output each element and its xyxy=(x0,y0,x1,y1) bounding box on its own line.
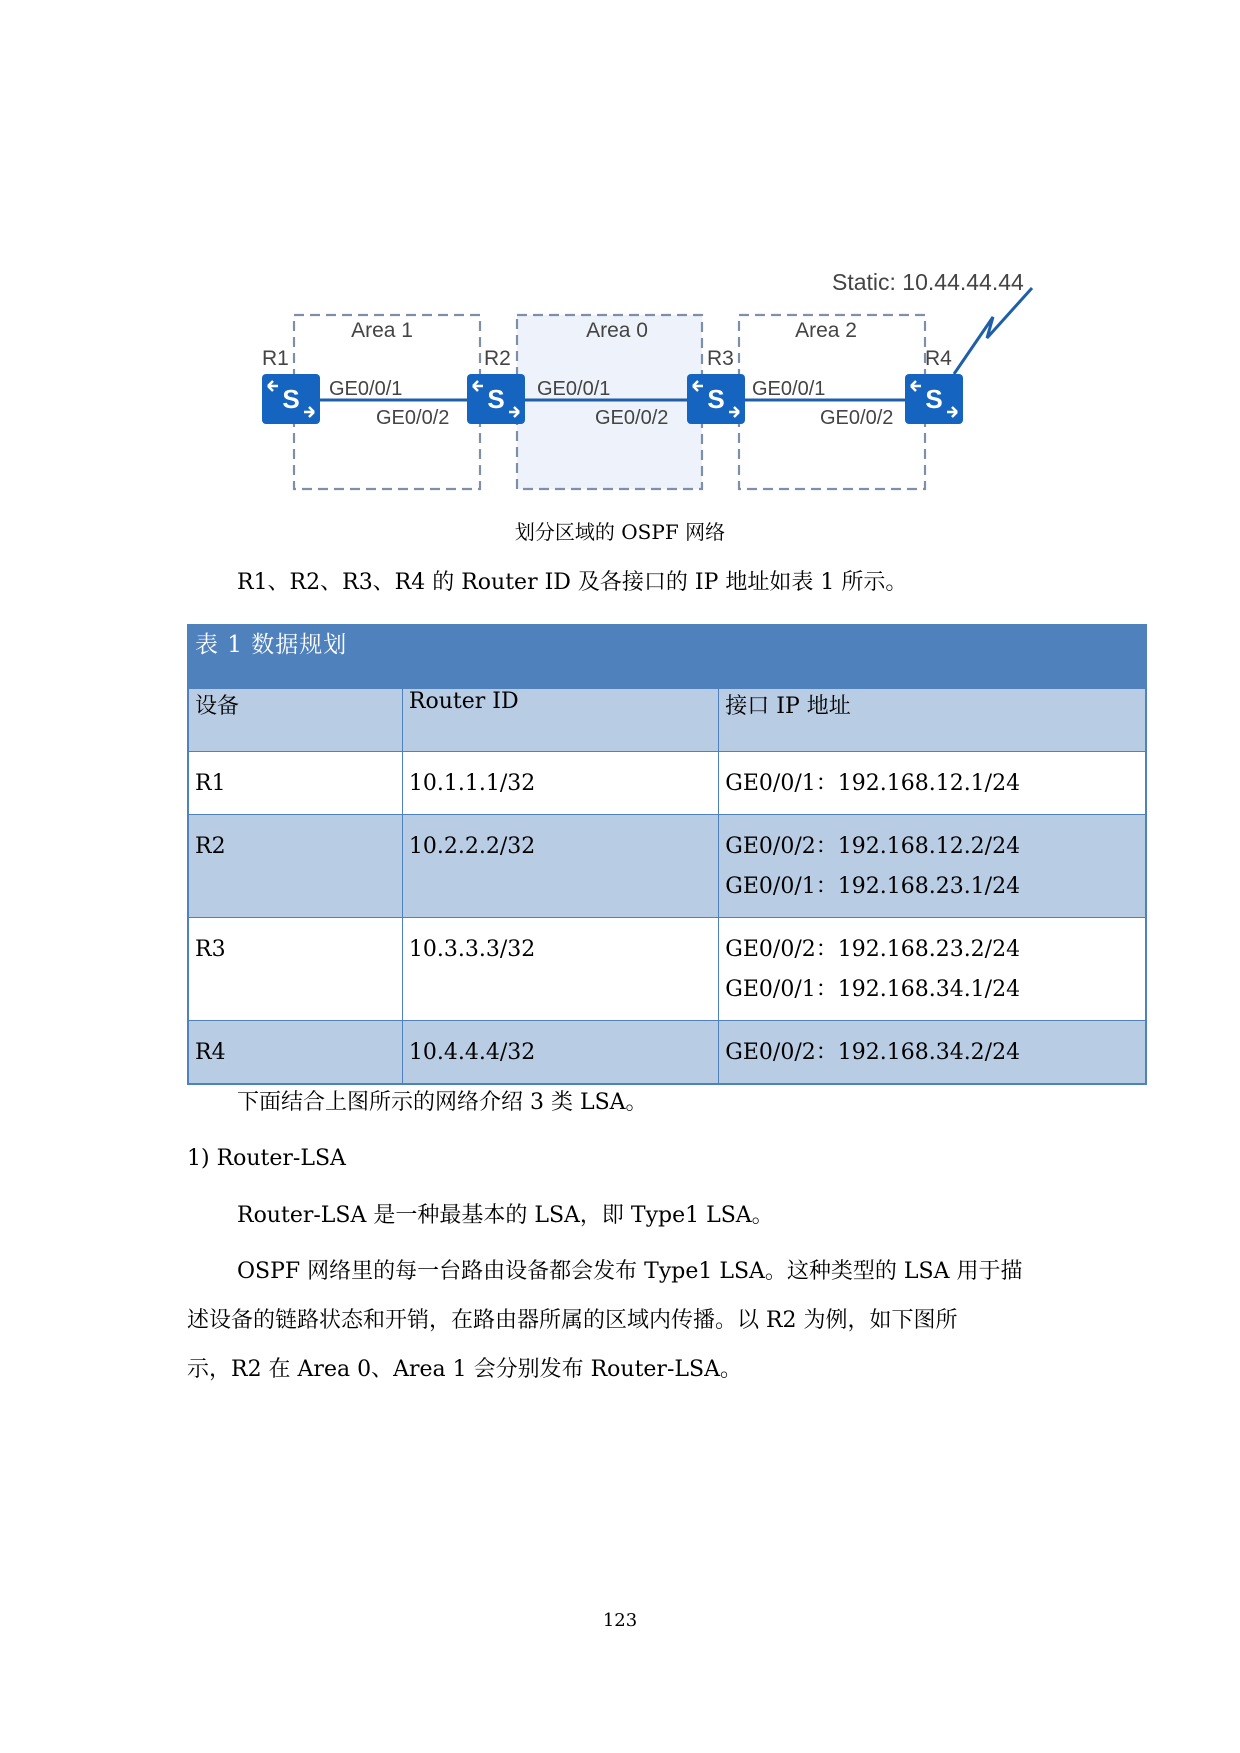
figure-caption: 划分区域的 OSPF 网络 xyxy=(514,520,726,544)
cell-router-id xyxy=(402,1021,718,1085)
link1-right-iface: GE0/0/2 xyxy=(376,407,450,429)
device-text: R2 xyxy=(195,834,226,859)
area-1-label: Area 1 xyxy=(351,319,413,342)
link3-left-iface: GE0/0/1 xyxy=(752,378,826,400)
router-lsa-paragraph: Router-LSA 是一种最基本的 LSA，即 Type1 LSA。 xyxy=(237,1203,774,1228)
table-row xyxy=(188,1021,1146,1085)
cell-device xyxy=(188,1021,402,1085)
body-line-2: 述设备的链路状态和开销，在路由器所属的区域内传播。以 R2 为例，如下图所 xyxy=(187,1308,958,1333)
router-id-text: 10.3.3.3/32 xyxy=(408,937,536,962)
cell-iface xyxy=(719,752,1146,815)
device-text: R3 xyxy=(195,937,226,962)
header-device: 设备 xyxy=(188,689,402,752)
section-heading: 1) Router-LSA xyxy=(187,1146,346,1171)
router-id-text: 10.1.1.1/32 xyxy=(408,771,536,796)
router-r3-label: R3 xyxy=(707,347,734,370)
body-line-1: OSPF 网络里的每一台路由设备都会发布 Type1 LSA。这种类型的 LSA 用于描 xyxy=(237,1259,1023,1284)
router-r2-label: R2 xyxy=(484,347,511,370)
link2-left-iface: GE0/0/1 xyxy=(537,378,611,400)
table-title: 表 1 数据规划 xyxy=(188,625,1146,689)
page-number: 123 xyxy=(602,1610,638,1631)
header-iface-ip: 接口 IP 地址 xyxy=(719,689,1146,752)
link2-right-iface: GE0/0/2 xyxy=(595,407,669,429)
intro-paragraph: R1、R2、R3、R4 的 Router ID 及各接口的 IP 地址如表 1 所示。 xyxy=(237,570,908,595)
after-table-paragraph: 下面结合上图所示的网络介绍 3 类 LSA。 xyxy=(237,1090,648,1115)
iface-text: GE0/0/2：192.168.23.2/24 xyxy=(725,937,1021,962)
iface-text: GE0/0/1：192.168.12.1/24 xyxy=(725,771,1021,796)
cell-iface xyxy=(719,1021,1146,1085)
static-route-label: Static: 10.44.44.44 xyxy=(832,269,1024,295)
iface-text: GE0/0/2：192.168.12.2/24 xyxy=(725,834,1021,859)
table-row xyxy=(188,815,1146,918)
router-glyph: S xyxy=(282,384,300,414)
cell-router-id xyxy=(402,815,718,918)
router-r4-label: R4 xyxy=(925,347,952,370)
cell-device xyxy=(188,918,402,1021)
router-glyph: S xyxy=(925,384,943,414)
header-router-id: Router ID xyxy=(402,689,718,752)
body-line-3: 示，R2 在 Area 0、Area 1 会分别发布 Router-LSA。 xyxy=(187,1357,742,1382)
table-header-row xyxy=(188,689,1146,752)
static-lightning-icon xyxy=(954,288,1032,374)
router-glyph: S xyxy=(707,384,725,414)
table-row xyxy=(188,918,1146,1021)
iface-text: GE0/0/1：192.168.34.1/24 xyxy=(725,977,1021,1002)
link1-left-iface: GE0/0/1 xyxy=(329,378,403,400)
router-r2-icon xyxy=(467,374,525,424)
table-title-row xyxy=(188,625,1146,689)
router-id-text: 10.4.4.4/32 xyxy=(408,1040,536,1065)
iface-text: GE0/0/1：192.168.23.1/24 xyxy=(725,874,1021,899)
cell-device xyxy=(188,752,402,815)
table-row xyxy=(188,752,1146,815)
router-r1-label: R1 xyxy=(262,347,289,370)
router-r3-icon xyxy=(687,374,745,424)
device-text: R4 xyxy=(195,1040,226,1065)
router-glyph: S xyxy=(487,384,505,414)
area-0-label: Area 0 xyxy=(586,319,648,342)
cell-device xyxy=(188,815,402,918)
iface-text: GE0/0/2：192.168.34.2/24 xyxy=(725,1040,1021,1065)
link3-right-iface: GE0/0/2 xyxy=(820,407,894,429)
cell-iface xyxy=(719,815,1146,918)
ospf-area-diagram xyxy=(0,0,1240,560)
router-r1-icon xyxy=(262,374,320,424)
cell-router-id xyxy=(402,752,718,815)
data-plan-table xyxy=(187,624,1147,1085)
router-id-text: 10.2.2.2/32 xyxy=(408,834,536,859)
cell-router-id xyxy=(402,918,718,1021)
router-r4-icon xyxy=(905,374,963,424)
area-2-label: Area 2 xyxy=(795,319,857,342)
cell-iface xyxy=(719,918,1146,1021)
device-text: R1 xyxy=(195,771,226,796)
